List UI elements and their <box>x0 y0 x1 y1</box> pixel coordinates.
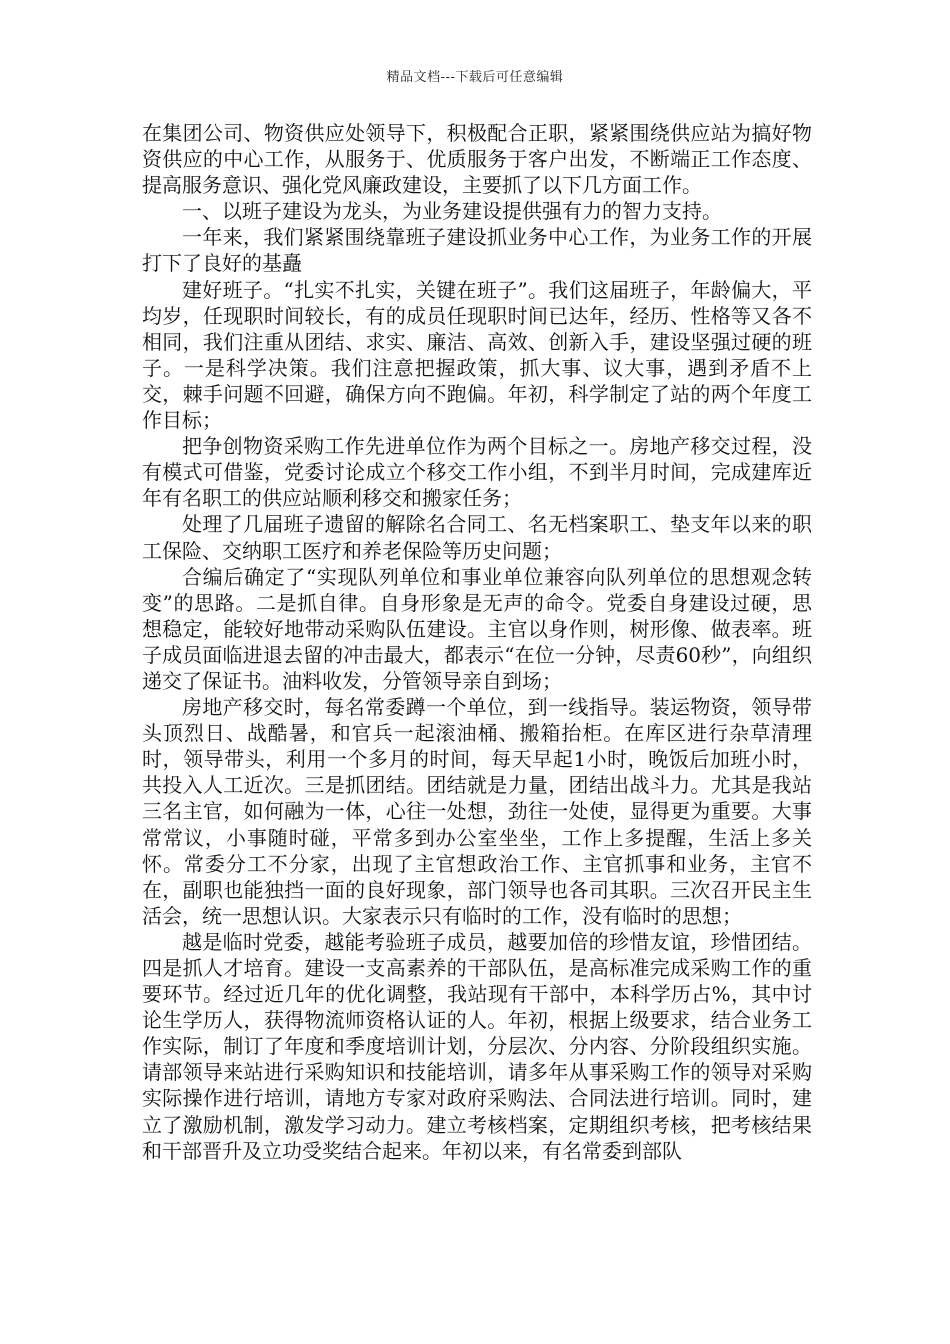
page-header: 精品文档---下载后可任意编辑 <box>386 70 564 85</box>
paragraph: 把争创物资采购工作先进单位作为两个目标之一。房地产移交过程，没有模式可借鉴，党委讨论成立个移交工作小组，不到半月时间，完成建库近年有名职工的供应站顺利移交和搬家任务； <box>142 434 812 511</box>
paragraph: 合编后确定了“实现队列单位和事业单位兼容向队列单位的思想观念转变”的思路。二是抓自律。自身形象是无声的命令。党委自身建设过硬，思想稳定，能较好地带动采购队伍建设。主官以身作则，树形像、做表率。班子成员面临进退去留的冲击最大，都表示“在位一分钟，尽责60秒”，向组织递交了保证书。油料收发，分管领导亲自到场； <box>142 564 812 693</box>
paragraph: 一、以班子建设为龙头，为业务建设提供强有力的智力支持。 <box>182 199 722 224</box>
paragraph: 建好班子。“扎实不扎实，关键在班子”。我们这届班子，年龄偏大，平均岁，任现职时间较长，有的成员任现职时间已达年，经历、性格等又各不相同，我们注重从团结、求实、廉洁、高效、创新入手，建设坚强过硬的班子。一是科学决策。我们注意把握政策，抓大事、议大事，遇到矛盾不上交，棘手问题不回避，确保方向不跑偏。年初，科学制定了站的两个年度工作目标； <box>142 277 812 433</box>
paragraph: 在集团公司、物资供应处领导下，积极配合正职，紧紧围绕供应站为搞好物资供应的中心工作，从服务于、优质服务于客户出发，不断端正工作态度、提高服务意识、强化党风廉政建设，主要抓了以下几方面工作。 <box>142 121 812 198</box>
paragraph: 一年来，我们紧紧围绕靠班子建设抓业务中心工作，为业务工作的开展打下了良好的基矗 <box>142 225 812 276</box>
document-body <box>142 120 812 1164</box>
paragraph: 越是临时党委，越能考验班子成员，越要加倍的珍惜友谊，珍惜团结。四是抓人才培育。建设一支高素养的干部队伍，是高标准完成采购工作的重要环节。经过近几年的优化调整，我站现有干部中，本科学历占%，其中讨论生学历人，获得物流师资格认证的人。年初，根据上级要求，结合业务工作实际，制订了年度和季度培训计划，分层次、分内容、分阶段组织实施。请部领导来站进行采购知识和技能培训，请多年从事采购工作的领导对采购实际操作进行培训，请地方专家对政府采购法、合同法进行培训。同时，建立了激励机制，激发学习动力。建立考核档案，定期组织考核，把考核结果和干部晋升及立功受奖结合起来。年初以来，有名常委到部队 <box>142 929 812 1163</box>
paragraph: 处理了几届班子遗留的解除名合同工、名无档案职工、垫支年以来的职工保险、交纳职工医疗和养老保险等历史问题； <box>142 512 812 563</box>
paragraph: 房地产移交时，每名常委蹲一个单位，到一线指导。装运物资，领导带头顶烈日、战酷暑，和官兵一起滚油桶、搬箱抬柜。在库区进行杂草清理时，领导带头，利用一个多月的时间，每天早起1小时，晚饭后加班小时，共投入人工近次。三是抓团结。团结就是力量，团结出战斗力。尤其是我站三名主官，如何融为一体，心往一处想，劲往一处使，显得更为重要。大事常常议，小事随时碰，平常多到办公室坐坐，工作上多提醒，生活上多关怀。常委分工不分家，出现了主官想政治工作、主官抓事和业务，主官不在，副职也能独挡一面的良好现象，部门领导也各司其职。三次召开民主生活会，统一思想认识。大家表示只有临时的工作，没有临时的思想； <box>142 695 812 928</box>
